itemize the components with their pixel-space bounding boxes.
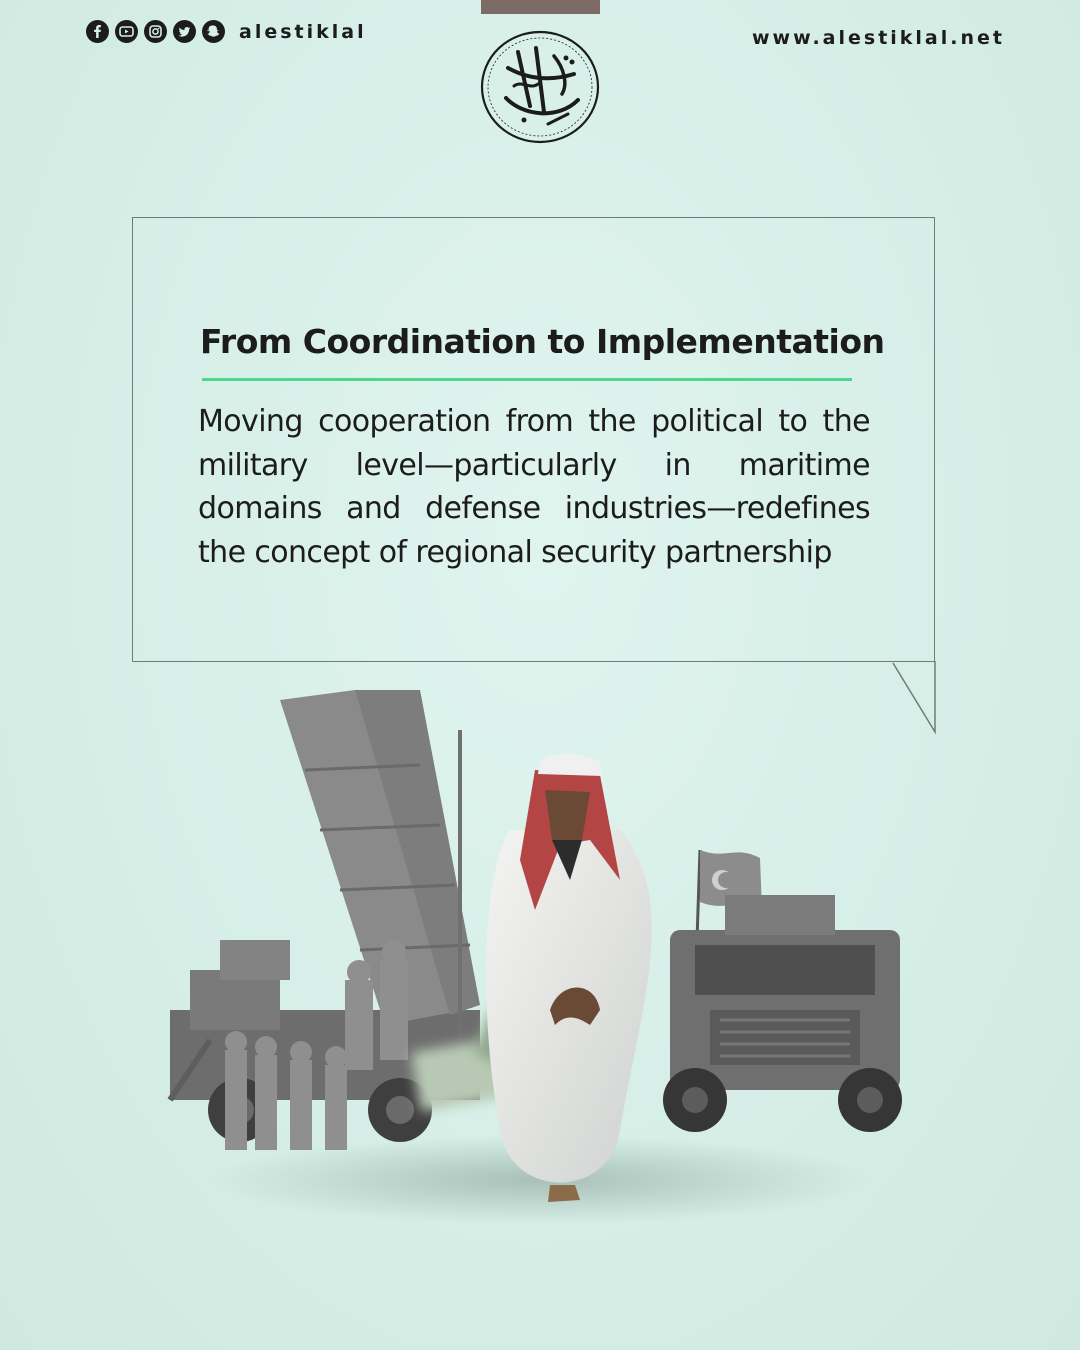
- calligraphy-seal-logo: [478, 28, 602, 146]
- social-bar: [86, 20, 367, 43]
- website-url[interactable]: www.alestiklal.net: [752, 27, 1005, 49]
- youtube-icon[interactable]: [115, 20, 138, 43]
- facebook-icon[interactable]: [86, 20, 109, 43]
- accent-underline: [202, 378, 852, 381]
- instagram-icon[interactable]: [144, 20, 167, 43]
- snapchat-icon[interactable]: [202, 20, 225, 43]
- card-title: From Coordination to Implementation: [200, 322, 885, 361]
- top-tab: [481, 0, 600, 14]
- armored-vehicle: [663, 850, 902, 1132]
- walking-figure: [486, 753, 652, 1202]
- brand-handle[interactable]: alestiklal: [239, 20, 367, 43]
- military-collage-illustration: [150, 680, 930, 1240]
- card-body: Moving cooperation from the political to the military level—particularly in maritime domains and defense industries—redefines the concept of regional security partnership: [198, 404, 870, 570]
- twitter-icon[interactable]: [173, 20, 196, 43]
